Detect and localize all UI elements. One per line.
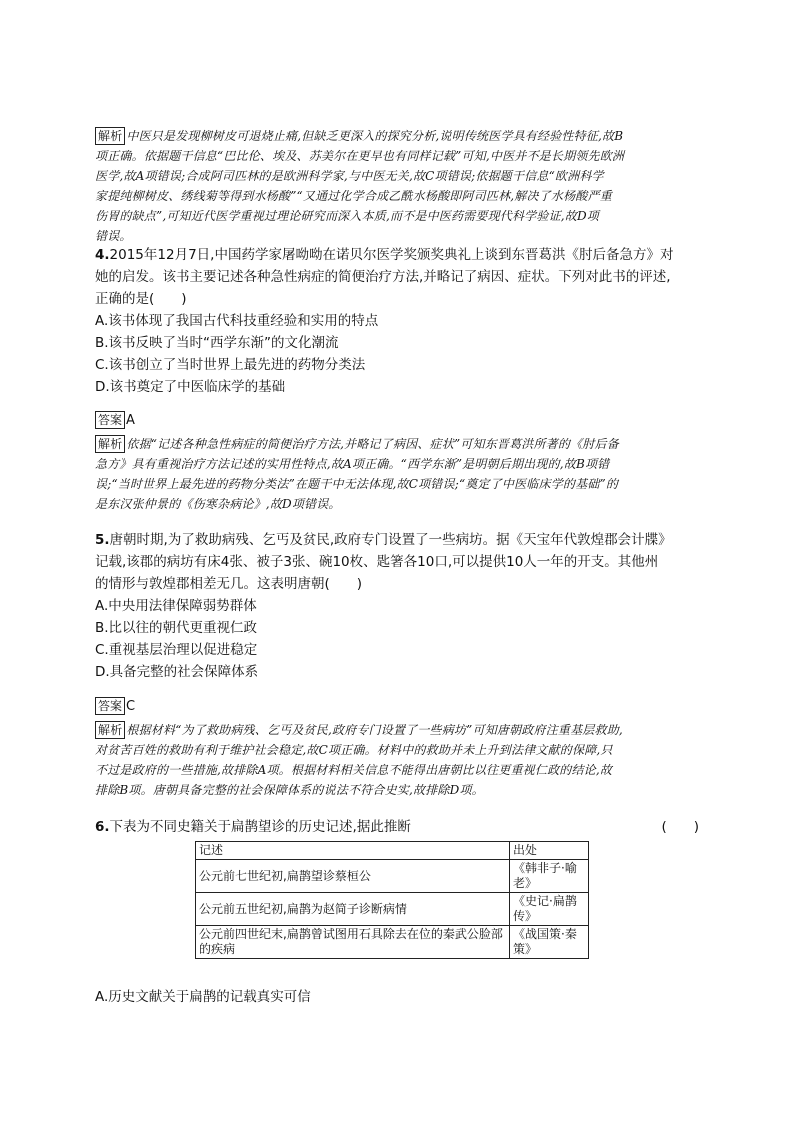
q5-option-d: D.具备完整的社会保障体系	[95, 664, 259, 680]
q5-answer	[95, 696, 699, 718]
question-4	[95, 244, 699, 398]
question-5	[95, 529, 699, 683]
q4-explanation-line-3: 误;“当时世界上最先进的药物分类法”在题干中无法体现,故C项错误;“奠定了中医临床学的基础”的	[95, 477, 619, 491]
answer-tag: 答案	[95, 411, 125, 429]
q3-explanation	[95, 126, 699, 246]
explanation-tag: 解析	[95, 435, 125, 453]
q6-stem: 6.下表为不同史籍关于扁鹊望诊的历史记述,据此推断 ( )	[95, 816, 699, 838]
q3-explanation-line-4: 家提纯柳树皮、绣线菊等得到水杨酸”“又通过化学合成乙酰水杨酸即阿司匹林,解决了水杨酸严重	[95, 189, 612, 203]
table-row	[196, 926, 589, 959]
table-row	[196, 860, 589, 893]
q5-explanation-line-4: 排除B项。唐朝具备完整的社会保障体系的说法不符合史实,故排除D项。	[95, 783, 484, 797]
q4-stem-line-1: 4.2015年12月7日,中国药学家屠呦呦在诺贝尔医学奖颁奖典礼上谈到东晋葛洪《肘后备急方》对	[95, 247, 674, 263]
table-cell-source: 《韩非子·喻 老》	[510, 860, 589, 893]
q4-answer	[95, 410, 699, 432]
q4-stem-line-3: 正确的是( )	[95, 291, 187, 307]
q5-explanation-line-1: 解析 根据材料“为了救助病残、乞丐及贫民,政府专门设置了一些病坊”可知唐朝政府注重基层救助,	[95, 720, 699, 740]
q4-option-c: C.该书创立了当时世界上最先进的药物分类法	[95, 357, 366, 373]
q5-option-b: B.比以往的朝代更重视仁政	[95, 620, 258, 636]
q5-stem-line-2: 记载,该郡的病坊有床4张、被子3张、碗10枚、匙箸各10口,可以提供10人一年的开支。其他州	[95, 554, 659, 570]
table-header-description: 记述	[196, 842, 510, 860]
q4-option-d: D.该书奠定了中医临床学的基础	[95, 379, 286, 395]
q3-explanation-line-1: 解析 中医只是发现柳树皮可退烧止痛,但缺乏更深入的探究分析,说明传统医学具有经验性特征,故B	[95, 126, 699, 146]
q3-explanation-line-5: 伤胃的缺点”,可知近代医学重视过理论研究而深入本质,而不是中医药需要现代科学验证,故D项	[95, 209, 600, 223]
source-table	[195, 841, 589, 959]
q6-options	[95, 986, 699, 1008]
table-header-source: 出处	[510, 842, 589, 860]
table-cell-description: 公元前五世纪初,扁鹊为赵简子诊断病情	[196, 893, 510, 926]
q4-option-b: B.该书反映了当时“西学东渐”的文化潮流	[95, 335, 339, 351]
q4-option-a: A.该书体现了我国古代科技重经验和实用的特点	[95, 313, 379, 329]
q4-explanation-line-2: 急方》具有重视治疗方法记述的实用性特点,故A项正确。“西学东渐”是明朝后期出现的,故B项错	[95, 457, 610, 471]
q4-stem-line-2: 她的启发。该书主要记述各种急性病症的简便治疗方法,并略记了病因、症状。下列对此书的评述,	[95, 269, 671, 285]
q6-option-a: A.历史文献关于扁鹊的记载真实可信	[95, 989, 311, 1005]
answer-tag: 答案	[95, 697, 125, 715]
q4-explanation-line-4: 是东汉张仲景的《伤寒杂病论》,故D项错误。	[95, 497, 341, 511]
q4-explanation	[95, 434, 699, 514]
q4-answer-value: A	[126, 413, 135, 428]
q5-explanation	[95, 720, 699, 800]
explanation-tag: 解析	[95, 127, 125, 145]
table-cell-source: 《史记·扁鹊 传》	[510, 893, 589, 926]
q3-explanation-line-3: 医学,故A项错误;合成阿司匹林的是欧洲科学家,与中医无关,故C项错误;依据题干信息“欧洲科学	[95, 169, 604, 183]
q5-answer-value: C	[126, 699, 136, 714]
table-row	[196, 893, 589, 926]
table-header-row	[196, 842, 589, 860]
table-cell-description: 公元前七世纪初,扁鹊望诊蔡桓公	[196, 860, 510, 893]
q3-explanation-line-6: 错误。	[95, 229, 132, 243]
question-6	[95, 816, 699, 838]
q5-stem-line-3: 的情形与敦煌郡相差无几。这表明唐朝( )	[95, 576, 363, 592]
q5-option-a: A.中央用法律保障弱势群体	[95, 598, 257, 614]
q5-stem-line-1: 5.唐朝时期,为了救助病残、乞丐及贫民,政府专门设置了一些病坊。据《天宝年代敦煌郡会计牒》	[95, 532, 672, 548]
explanation-tag: 解析	[95, 721, 125, 739]
q5-option-c: C.重视基层治理以促进稳定	[95, 642, 258, 658]
answer-blank: ( )	[661, 819, 699, 835]
q5-explanation-line-2: 对贫苦百姓的救助有利于维护社会稳定,故C项正确。材料中的救助并未上升到法律文献的保障,只	[95, 743, 613, 757]
table-cell-source: 《战国策·秦 策》	[510, 926, 589, 959]
q3-explanation-line-2: 项正确。依据题干信息“巴比伦、埃及、苏美尔在更早也有同样记载”可知,中医并不是长期领先欧洲	[95, 149, 625, 163]
q5-explanation-line-3: 不过是政府的一些措施,故排除A项。根据材料相关信息不能得出唐朝比以往更重视仁政的结论,故	[95, 763, 613, 777]
table-cell-description: 公元前四世纪末,扁鹊曾试图用石具除去在位的秦武公脸部 的疾病	[196, 926, 510, 959]
q4-explanation-line-1: 解析 依据“记述各种急性病症的简便治疗方法,并略记了病因、症状”可知东晋葛洪所著的《肘后备	[95, 434, 699, 454]
